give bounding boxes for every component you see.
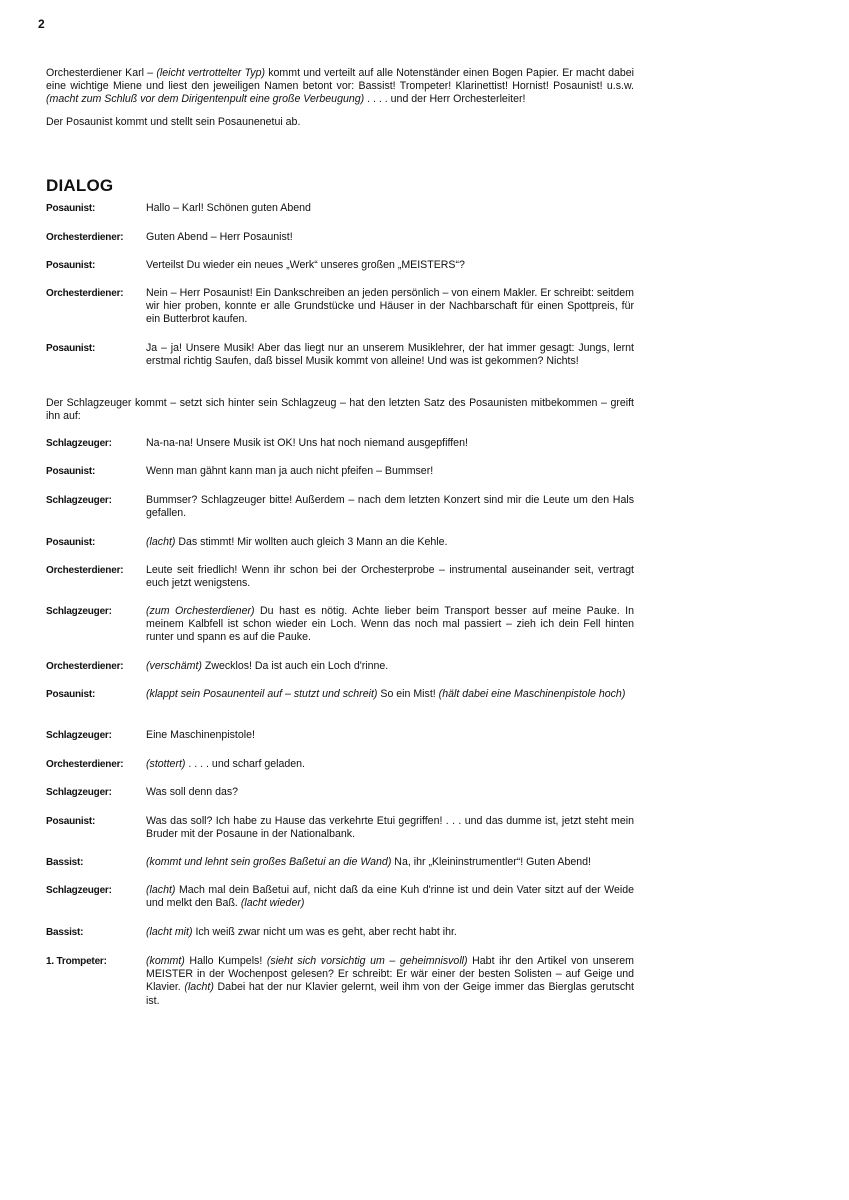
stage-note: (zum Orchesterdiener) bbox=[146, 605, 255, 617]
speaker-name: Schlagzeuger: bbox=[46, 606, 112, 617]
speaker-name: Posaunist: bbox=[46, 203, 96, 214]
speaker-name: Bassist: bbox=[46, 857, 84, 868]
speech-text bbox=[146, 729, 634, 742]
speech-text bbox=[146, 786, 634, 799]
speaker-name: Orchesterdiener: bbox=[46, 759, 124, 770]
speaker-name: Schlagzeuger: bbox=[46, 438, 112, 449]
intro-text: . . . . und der Herr Orchesterleiter! bbox=[364, 93, 526, 106]
stage-note: (hält dabei eine Maschinenpistole hoch) bbox=[438, 688, 626, 700]
speaker-name: Schlagzeuger: bbox=[46, 730, 112, 741]
speaker-name: Schlagzeuger: bbox=[46, 885, 112, 896]
intro-paragraph-2: Der Posaunist kommt und stellt sein Posaunenetui ab. bbox=[46, 115, 301, 128]
speech-text bbox=[146, 564, 634, 590]
speech-part: Dabei hat der nur Klavier gelernt, weil ihm von der Geige immer das Bierglas gerutscht ist. bbox=[146, 981, 634, 1007]
speech-text bbox=[146, 688, 634, 701]
speaker-name: Posaunist: bbox=[46, 466, 96, 477]
speech-part: Hallo – Karl! Schönen guten Abend bbox=[146, 202, 311, 214]
speech-text bbox=[146, 856, 634, 869]
speech-text bbox=[146, 342, 634, 368]
speaker-name: Posaunist: bbox=[46, 260, 96, 271]
intro-paragraph-1 bbox=[46, 67, 634, 107]
speech-text bbox=[146, 202, 634, 215]
speech-part: Nein – Herr Posaunist! Ein Dankschreiben an jeden persönlich – von einem Makler. Er schreibt: seitdem wir hier proben, konnte er alle Grundstücke und Häuser in der Nachbarschaft für einen Spottpreis, für ein Butterbrot kaufen. bbox=[146, 287, 634, 326]
speech-text bbox=[146, 287, 634, 327]
speech-text bbox=[146, 926, 634, 939]
stage-note: (stottert) bbox=[146, 758, 186, 770]
stage-note: (klappt sein Posaunenteil auf – stutzt und schreit) bbox=[146, 688, 378, 700]
speech-part: Was das soll? Ich habe zu Hause das verkehrte Etui gegriffen! . . . und das dumme ist, jetzt steht mein Bruder mit der Posaune in der Nationalbank. bbox=[146, 815, 634, 841]
speech-part: So ein Mist! bbox=[377, 688, 439, 700]
speech-text bbox=[146, 660, 634, 673]
speech-text bbox=[146, 605, 634, 645]
intro-section bbox=[46, 67, 634, 138]
speech-part: Leute seit friedlich! Wenn ihr schon bei der Orchesterprobe – instrumental auseinander seit, vertragt euch jetzt wenigstens. bbox=[146, 564, 634, 590]
speaker-name: Orchesterdiener: bbox=[46, 288, 124, 299]
stage-note: (kommt und lehnt sein großes Baßetui an die Wand) bbox=[146, 856, 392, 868]
speech-text bbox=[146, 465, 634, 478]
speech-text bbox=[146, 437, 634, 450]
speech-text bbox=[146, 884, 634, 910]
speech-text bbox=[146, 231, 634, 244]
speech-text bbox=[146, 955, 634, 1008]
speaker-name: Posaunist: bbox=[46, 816, 96, 827]
speech-part: Verteilst Du wieder ein neues „Werk“ unseres großen „MEISTERS“? bbox=[146, 259, 465, 271]
speech-part: Habt ihr den Artikel von unserem MEISTER in der Wochenpost gelesen? Er schreibt: Er wär einer der besten Solisten – auf Geige und Klavier. bbox=[146, 955, 634, 994]
speaker-name: Posaunist: bbox=[46, 689, 96, 700]
stage-note: (lacht) bbox=[184, 981, 214, 994]
stage-note: (lacht wieder) bbox=[240, 897, 305, 910]
stage-note: (lacht mit) bbox=[146, 926, 193, 938]
speaker-name: Posaunist: bbox=[46, 537, 96, 548]
stage-note: (verschämt) bbox=[146, 660, 202, 672]
speech-part: Na, ihr „Kleininstrumentler“! Guten Abend! bbox=[391, 856, 591, 868]
speaker-name: Schlagzeuger: bbox=[46, 787, 112, 798]
stage-note: (lacht) bbox=[146, 884, 176, 896]
speaker-name: 1. Trompeter: bbox=[46, 956, 107, 967]
speech-text bbox=[146, 259, 634, 272]
stage-note: (sieht sich vorsichtig um – geheimnisvoll) bbox=[266, 955, 468, 967]
speech-part: Was soll denn das? bbox=[146, 786, 239, 798]
stage-direction: Der Schlagzeuger kommt – setzt sich hinter sein Schlagzeug – hat den letzten Satz des Posaunisten mitbekommen – greift ihn auf: bbox=[46, 397, 634, 423]
speech-part: Du hast es nötig. Achte lieber beim Transport besser auf meine Pauke. In meinem Kalbfell ist schon wieder ein Loch. Wenn das noch mal passiert – zieh ich dein Fell hinten runter und spann es auf die Pauke. bbox=[146, 605, 634, 644]
speech-part: Wenn man gähnt kann man ja auch nicht pfeifen – Bummser! bbox=[146, 465, 434, 477]
speech-part: Eine Maschinenpistole! bbox=[146, 729, 255, 741]
speech-text bbox=[146, 536, 634, 549]
speaker-name: Posaunist: bbox=[46, 343, 96, 354]
speaker-name: Bassist: bbox=[46, 927, 84, 938]
speech-part: Das stimmt! Mir wollten auch gleich 3 Mann an die Kehle. bbox=[175, 536, 448, 548]
section-heading: DIALOG bbox=[46, 176, 114, 195]
speech-text bbox=[146, 758, 634, 771]
speech-part: Bummser? Schlagzeuger bitte! Außerdem – nach dem letzten Konzert sind mir die Leute um den Hals gefallen. bbox=[146, 494, 634, 520]
speech-part: Na-na-na! Unsere Musik ist OK! Uns hat noch niemand ausgepfiffen! bbox=[146, 437, 468, 449]
speech-part: Ich weiß zwar nicht um was es geht, aber recht habt ihr. bbox=[192, 926, 457, 938]
speaker-name: Schlagzeuger: bbox=[46, 495, 112, 506]
speaker-name: Orchesterdiener: bbox=[46, 232, 124, 243]
intro-stage-note: (leicht vertrottelter Typ) bbox=[156, 67, 266, 79]
page-number: 2 bbox=[38, 17, 45, 31]
speaker-name: Orchesterdiener: bbox=[46, 661, 124, 672]
stage-note: (kommt) bbox=[146, 955, 185, 967]
speech-part: Hallo Kumpels! bbox=[184, 955, 267, 967]
speaker-name: Orchesterdiener: bbox=[46, 565, 124, 576]
stage-note: (lacht) bbox=[146, 536, 176, 548]
intro-text: kommt und verteilt auf alle Notenständer einen Bogen Papier. Er macht dabei eine wichtige Miene und liest den jeweiligen Namen betont vor: Bassist! Trompeter! Klarinettist! Hornist! Posaunist! u.s.w. bbox=[46, 67, 634, 93]
speech-part: Mach mal dein Baßetui auf, nicht daß da eine Kuh d'rinne ist und dein Vater sitzt auf der Weide und melkt den Baß. bbox=[146, 884, 634, 910]
speech-part: Ja – ja! Unsere Musik! Aber das liegt nur an unserem Musiklehrer, der hat immer gesagt: Jungs, lernt erstmal richtig Saufen, daß bissel Musik kommt von alleine! Und was ist gekommen? Nichts! bbox=[146, 342, 634, 368]
intro-stage-note: (macht zum Schluß vor dem Dirigentenpult eine große Verbeugung) bbox=[46, 93, 365, 106]
intro-text: Orchesterdiener Karl – bbox=[46, 67, 157, 79]
speech-text bbox=[146, 494, 634, 520]
speech-text bbox=[146, 815, 634, 841]
speech-part: . . . . und scharf geladen. bbox=[185, 758, 305, 770]
speech-part: Zwecklos! Da ist auch ein Loch d'rinne. bbox=[201, 660, 389, 672]
speech-part: Guten Abend – Herr Posaunist! bbox=[146, 231, 293, 243]
